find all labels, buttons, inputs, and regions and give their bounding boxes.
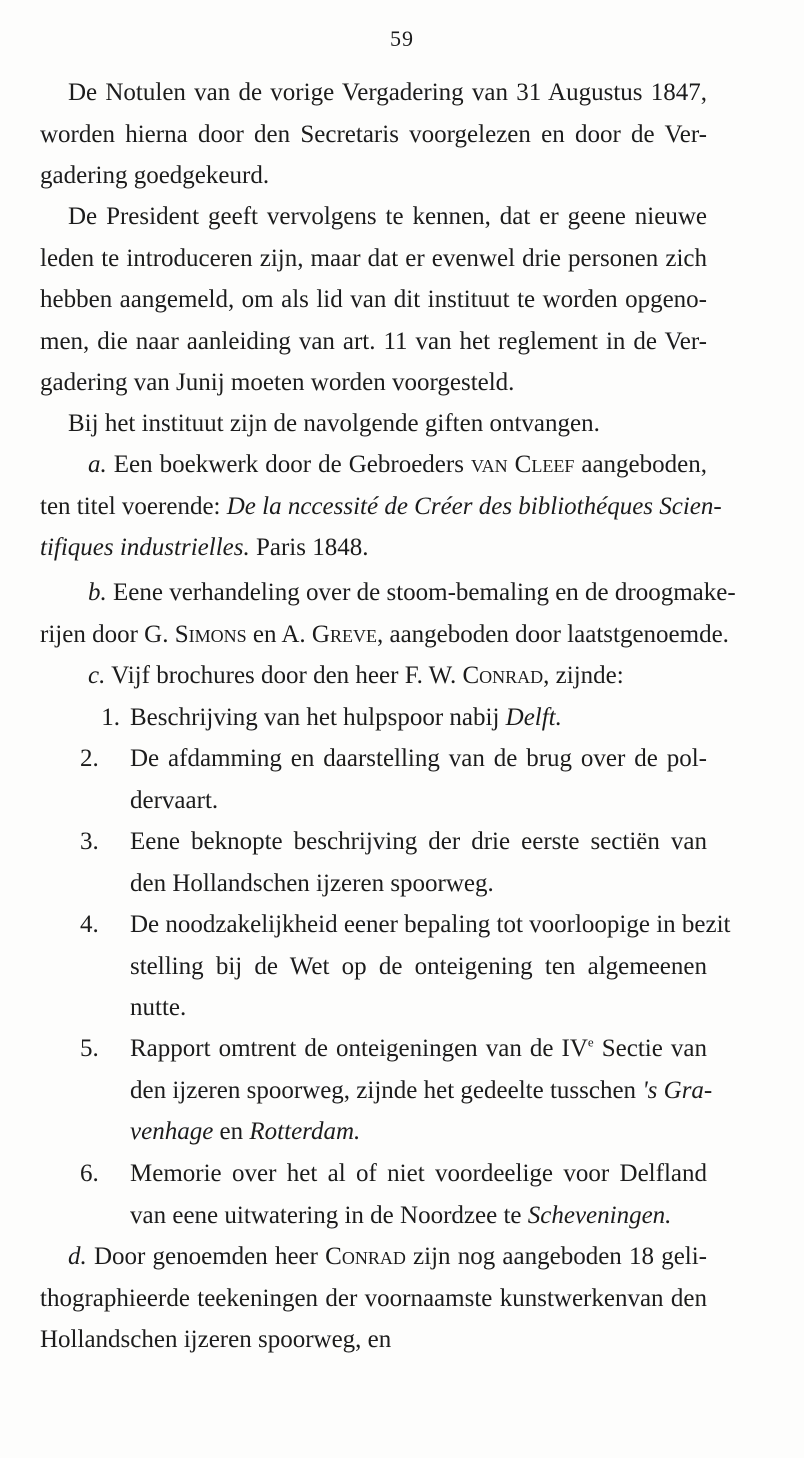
- page-number: 59: [390, 26, 414, 51]
- superscript: e: [587, 1034, 594, 1050]
- text-run: Beschrijving van het hulpspoor nabij: [130, 704, 506, 731]
- place-name: 's Gra-: [642, 1076, 713, 1104]
- text-line: [40, 1236, 707, 1278]
- item-marker: c.: [88, 662, 106, 689]
- text-line: [40, 655, 707, 697]
- gift-item-b: [40, 572, 736, 655]
- text-line: [40, 738, 707, 780]
- text-line: [40, 1028, 707, 1070]
- text-line: [40, 821, 707, 863]
- text-line: [40, 572, 736, 614]
- text-run: Een boekwerk door de Gebroeders: [113, 451, 471, 478]
- donor-name: Conrad: [462, 662, 544, 689]
- text-line: nutte.: [130, 994, 187, 1022]
- text-run: Paris 1848.: [249, 534, 369, 562]
- list-number: 6.: [80, 1160, 99, 1187]
- text-run: Eene beknopte beschrijving der drie eerste sectiën van: [130, 828, 707, 855]
- text-run: Rapport omtrent de onteigeningen van de IV: [130, 1035, 588, 1062]
- text-run: De afdamming en daarstelling van de brug over de pol-: [130, 745, 707, 772]
- text-line: men, die naar aanleiding van art. 11 van het reglement in de Ver-: [40, 327, 707, 355]
- text-run: rijen door G.: [40, 620, 175, 648]
- text-run: Vijf brochures door den heer F. W.: [111, 662, 463, 689]
- text-run: ten titel voerende:: [40, 492, 227, 520]
- text-line: [40, 614, 729, 656]
- paragraph-minutes: [40, 72, 707, 197]
- text-run: De noodzakelijkheid eener bepaling tot voorloopige in bezit: [130, 911, 731, 938]
- donor-name: Greve: [311, 620, 377, 648]
- text-line: [40, 1195, 707, 1237]
- text-line: den Hollandschen ijzeren spoorweg.: [130, 869, 494, 897]
- place-name: Scheveningen.: [527, 1201, 672, 1229]
- text-line: [40, 697, 707, 739]
- text-run: zijn nog aangeboden 18 geli-: [405, 1243, 708, 1270]
- text-run: Memorie over het al of niet voordeelige voor Delfland: [130, 1160, 707, 1187]
- text-run: Door genoemden heer: [93, 1243, 326, 1270]
- list-number: 2.: [80, 745, 99, 772]
- brochure-list-item: [40, 1153, 707, 1236]
- item-marker: a.: [88, 451, 107, 478]
- brochure-list-item: [40, 697, 707, 739]
- donor-name: Simons: [174, 620, 247, 648]
- text-run: , zijnde:: [543, 662, 624, 689]
- text-line: [40, 527, 707, 569]
- gift-item-a: [40, 444, 722, 569]
- place-name: venhage: [130, 1118, 214, 1146]
- text-line: [40, 1111, 707, 1153]
- text-line: dervaart.: [130, 786, 219, 814]
- list-number: 1.: [101, 704, 120, 731]
- list-number: 5.: [80, 1035, 99, 1062]
- text-run: van eene uitwatering in de Noordzee te: [130, 1201, 528, 1229]
- item-marker: b.: [88, 579, 107, 606]
- text-line: [40, 1070, 713, 1112]
- text-line: [40, 444, 707, 486]
- text-run: Sectie van: [593, 1035, 707, 1062]
- book-title: tifiques industrielles.: [40, 534, 250, 562]
- text-line: [40, 904, 731, 946]
- text-run: Eene verhandeling over de stoom-bemaling en de droogmake-: [113, 579, 736, 606]
- text-run: , aangeboden door laatstgenoemde.: [376, 620, 729, 648]
- text-line: Bij het instituut zijn de navolgende giften ontvangen.: [68, 410, 600, 437]
- text-line: De President geeft vervolgens te kennen, dat er geene nieuwe: [68, 203, 707, 230]
- brochure-list-item: [40, 1028, 713, 1153]
- paragraph-gifts: [40, 403, 707, 445]
- text-line: gadering goedgekeurd.: [40, 162, 270, 190]
- brochure-list-item: [40, 821, 707, 904]
- text-run: den ijzeren spoorweg, zijnde het gedeelte tusschen: [130, 1076, 643, 1104]
- paragraph-president: [40, 196, 707, 404]
- item-marker: d.: [68, 1243, 87, 1270]
- place-name: Rotterdam.: [249, 1118, 361, 1146]
- brochure-list-item: [40, 904, 731, 1029]
- text-line: worden hierna door den Secretaris voorgelezen en door de Ver-: [40, 120, 707, 148]
- gift-item-c: [40, 655, 707, 697]
- list-number: 4.: [80, 911, 99, 938]
- text-run: aangeboden,: [574, 451, 707, 478]
- text-run: en: [213, 1118, 250, 1146]
- text-line: [40, 1153, 707, 1195]
- text-line: hebben aangemeld, om als lid van dit instituut te worden opgeno-: [40, 286, 707, 314]
- donor-name: van Cleef: [470, 451, 575, 478]
- place-name: Delft.: [505, 704, 562, 731]
- text-line: gadering van Junij moeten worden voorgesteld.: [40, 369, 515, 397]
- text-line: thographieerde teekeningen der voornaamste kunstwerkenvan den: [40, 1284, 707, 1312]
- text-line: leden te introduceren zijn, maar dat er evenwel drie personen zich: [40, 244, 707, 272]
- text-line: [40, 486, 722, 528]
- brochure-list-item: [40, 738, 707, 821]
- list-number: 3.: [80, 828, 99, 855]
- text-line: Hollandschen ijzeren spoorweg, en: [40, 1326, 392, 1354]
- gift-item-d: [40, 1236, 707, 1361]
- donor-name: Conrad: [325, 1243, 406, 1270]
- text-line: stelling bij de Wet op de onteigening ten algemeenen: [130, 952, 707, 980]
- text-line: De Notulen van de vorige Vergadering van 31 Augustus 1847,: [68, 79, 707, 106]
- book-title: De la nccessité de Créer des bibliothéques Scien-: [226, 492, 722, 520]
- text-run: en A.: [246, 620, 312, 648]
